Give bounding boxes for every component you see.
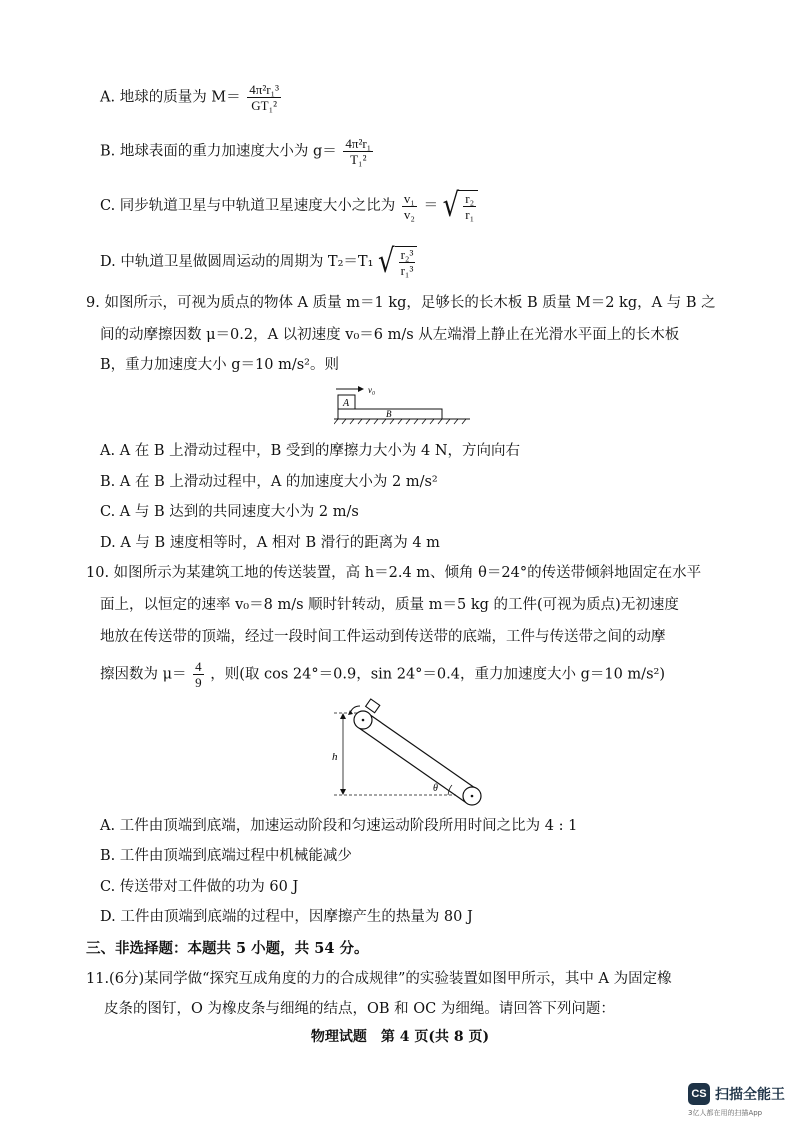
q10-label-theta: θ (433, 783, 438, 794)
q8-d-sqrt: √ $\frac{\text{r₂³}}{\text{r₁³}}$ (378, 246, 417, 278)
q9-label-a: A (343, 398, 350, 409)
q10-figure-conveyor-belt (330, 698, 510, 808)
q8-c-sqrt: √ $\frac{\text{r₂}}{\text{r₁}}$ (443, 190, 478, 222)
q8-option-c: C. 同步轨道卫星与中轨道卫星速度大小之比为 $\frac{\text{v₁}}{\text{v₂}}$ ＝ √ $\frac{\text{r₂}}{\text{r₁}}$ (100, 190, 478, 222)
q10-stem-line4: 擦因数为 μ＝ $\frac{4}{9}$ ，则(取 cos 24°＝0.9，sin 24°＝0.4，重力加速度大小 g＝10 m/s²) (100, 659, 665, 690)
q9-option-c: C. A 与 B 达到的共同速度大小为 2 m/s (100, 504, 359, 520)
q9-option-a: A. A 在 B 上滑动过程中，B 受到的摩擦力大小为 4 N，方向向右 (100, 443, 521, 459)
scanner-tagline: 3亿人都在用的扫描App (688, 1109, 763, 1117)
q10-stem-line1: 10. 如图所示为某建筑工地的传送装置，高 h＝2.4 m、倾角 θ＝24°的传送带倾斜地固定在水平 (86, 565, 702, 581)
q8-option-d: D. 中轨道卫星做圆周运动的周期为 T₂＝T₁ √ $\frac{\text{r₂³}}{\text{r₁³}}$ (100, 246, 417, 278)
q11-line1: 11.(6分)某同学做“探究互成角度的力的合成规律”的实验装置如图甲所示，其中 A 为固定橡 (86, 971, 672, 987)
q10-option-b: B. 工件由顶端到底端过程中机械能减少 (100, 848, 352, 864)
q9-option-b: B. A 在 B 上滑动过程中，A 的加速度大小为 2 m/s² (100, 474, 438, 490)
q9-label-b: B (386, 409, 392, 419)
q8-option-b: B. 地球表面的重力加速度大小为 g＝ $\frac{\text{4π²r₁}}{\text{T₁²}}$ (100, 136, 372, 167)
q11-line2: 皮条的图钉，O 为橡皮条与细绳的结点，OB 和 OC 为细绳。请回答下列问题： (104, 1001, 615, 1017)
q10-option-d: D. 工件由顶端到底端的过程中，因摩擦产生的热量为 80 J (100, 909, 473, 925)
q8-b-fraction: $\frac{\text{4π²r₁}}{\text{T₁²}}$ (345, 136, 372, 167)
q9-figure-block-on-board (334, 383, 474, 433)
q9-stem-line1: 9. 如图所示，可视为质点的物体 A 质量 m＝1 kg，足够长的长木板 B 质量 M＝2 kg，A 与 B 之 (86, 295, 716, 311)
q8-option-a: A. 地球的质量为 M＝ $\frac{\text{4π²r₁³}}{\text{GT₁²}}$ (100, 82, 279, 113)
q9-option-d: D. A 与 B 速度相等时，A 相对 B 滑行的距离为 4 m (100, 535, 440, 551)
q10-mu-fraction: $\frac{4}{9}$ (195, 659, 202, 690)
scanner-watermark (688, 1083, 785, 1105)
q10-stem-line2: 面上，以恒定的速率 v₀＝8 m/s 顺时针转动，质量 m＝5 kg 的工件(可视为质点)无初速度 (100, 597, 679, 613)
page-footer: 物理试题 第 4 页(共 8 页) (310, 1029, 490, 1045)
q8-c-fraction: $\frac{\text{v₁}}{\text{v₂}}$ (403, 190, 415, 222)
q9-stem-line2: 间的动摩擦因数 μ＝0.2，A 以初速度 v₀＝6 m/s 从左端滑上静止在光滑水平面上的长木板 (100, 327, 680, 343)
q10-option-a: A. 工件由顶端到底端，加速运动阶段和匀速运动阶段所用时间之比为 4 : 1 (100, 818, 578, 834)
q9-label-v0: v₀ (368, 385, 376, 395)
scanner-app-name: 扫描全能王 (715, 1087, 785, 1103)
scanner-logo-icon: CS (688, 1083, 710, 1105)
q10-label-h: h (332, 751, 338, 763)
section-heading: 三、非选择题：本题共 5 小题，共 54 分。 (86, 940, 369, 957)
q10-stem-line3: 地放在传送带的顶端，经过一段时间工件运动到传送带的底端，工件与传送带之间的动摩 (100, 629, 666, 645)
q10-option-c: C. 传送带对工件做的功为 60 J (100, 879, 299, 895)
q9-stem-line3: B，重力加速度大小 g＝10 m/s²。则 (100, 357, 339, 373)
q8-a-fraction: $\frac{\text{4π²r₁³}}{\text{GT₁²}}$ (249, 82, 279, 113)
